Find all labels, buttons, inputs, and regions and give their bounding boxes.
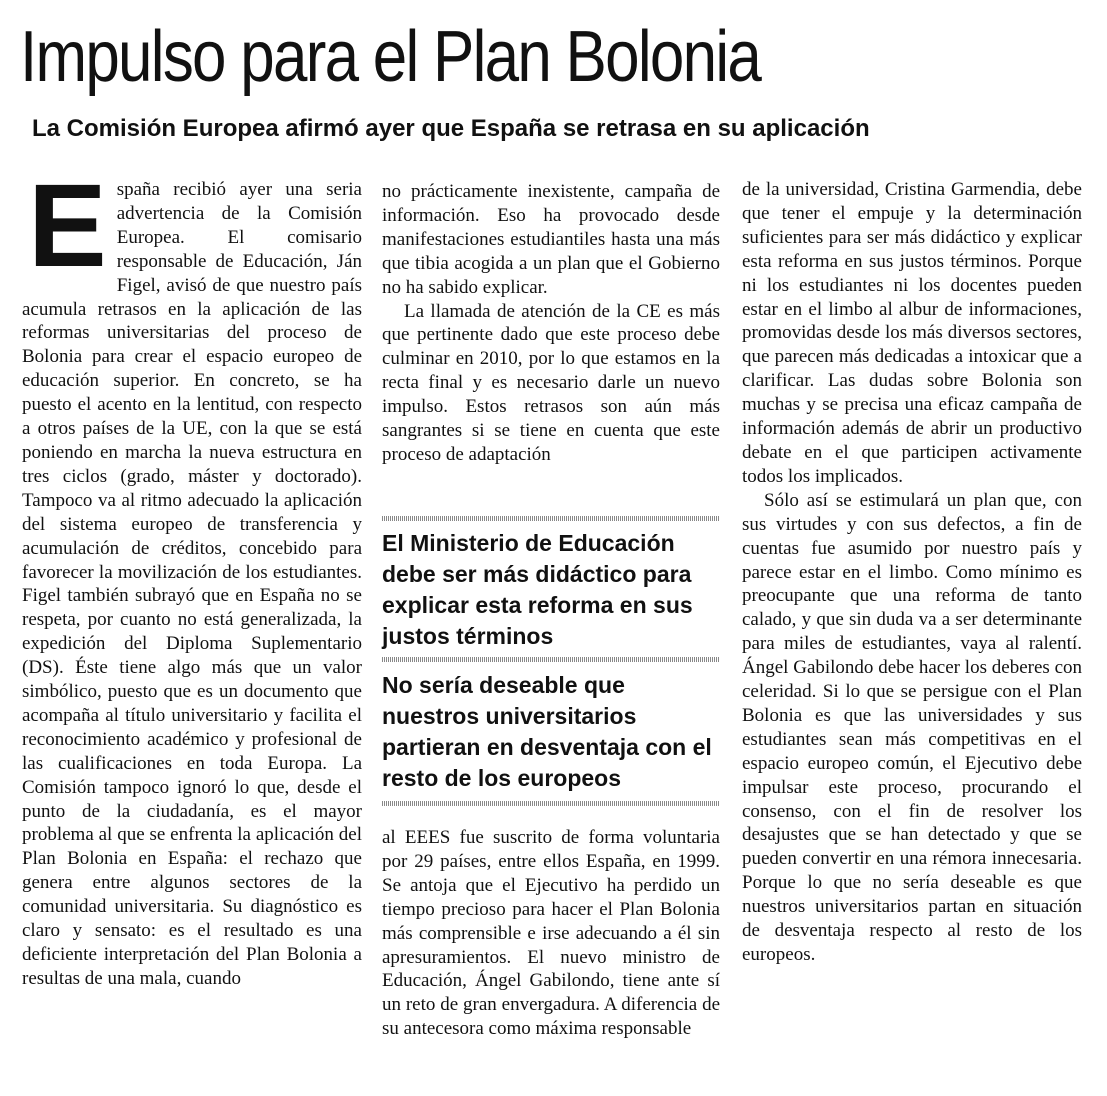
headline: Impulso para el Plan Bolonia <box>20 17 761 97</box>
article-column-3 <box>742 178 1082 967</box>
article-column-2-top <box>382 180 720 467</box>
paragraph: Sólo así se estimulará un plan que, con sus virtudes y con sus defectos, a fin de cuentas fue asumido por nuestro país y parece estar en el limbo. Como mínimo es preocupante que una reforma de tanto calado, y que sin duda va a ser determinante para miles de estudiantes, vaya al ralentí. Ángel Gabilondo debe hacer los deberes con celeridad. Si lo que se persigue con el Plan Bolonia es que las universidades y sus estudiantes sean más competitivas en el espacio europeo común, el Ejecutivo debe impulsar este proceso, procurando el consenso, con el fin de resolver los desajustes que se han detectado y que se pueden convertir en una rémora innecesaria. Porque lo que no sería deseable es que nuestros universitarios partan en situación de desventaja respecto al resto de los europeos. <box>742 489 1082 965</box>
subheadline: La Comisión Europea afirmó ayer que España se retrasa en su aplicación <box>32 115 870 142</box>
paragraph: al EEES fue suscrito de forma voluntaria por 29 países, entre ellos España, en 1999. Se antoja que el Ejecutivo ha perdido un tiempo precioso para hacer el Plan Bolonia más comprensible e irse adecuando a él sin apresuramientos. El nuevo ministro de Educación, Ángel Gabilondo, tiene ante sí un reto de gran envergadura. A diferencia de su antecesora como máxima responsable <box>382 827 720 1040</box>
divider <box>382 516 720 521</box>
pull-quotes <box>382 516 720 806</box>
paragraph: de la universidad, Cristina Garmendia, debe que tener el empuje y la determinación suficientes para ser más didáctico y explicar esta reforma en sus justos términos. Porque ni los estudiantes ni los docentes pueden estar en el limbo al albur de informaciones, promovidas desde los más diversos sectores, que parecen más dedicadas a intoxicar que a clarificar. Las dudas sobre Bolonia son muchas y se precisa una eficaz campaña de información además de abrir un productivo debate en el que participen activamente todos los implicados. <box>742 179 1082 487</box>
pull-quote: No sería deseable que nuestros universitarios partieran en desventaja con el resto de los europeos <box>382 672 712 791</box>
dropcap: E <box>28 160 107 292</box>
paragraph: La llamada de atención de la CE es más que pertinente dado que este proceso debe culminar en 2010, por lo que estamos en la recta final y es necesario darle un nuevo impulso. Estos retrasos son aún más sangrantes si se tiene en cuenta que este proceso de adaptación <box>382 300 720 465</box>
article-column-2-bottom <box>382 826 720 1041</box>
divider <box>382 801 720 806</box>
article-column-1 <box>22 160 362 991</box>
paragraph: no prácticamente inexistente, campaña de información. Eso ha provocado desde manifestaciones estudiantiles hasta una más que tibia acogida a un plan que el Gobierno no ha sabido explicar. <box>382 181 720 298</box>
divider <box>382 657 720 662</box>
pull-quote: El Ministerio de Educación debe ser más didáctico para explicar esta reforma en sus justos términos <box>382 530 693 649</box>
paragraph: spaña recibió ayer una seria advertencia de la Comisión Europea. El comisario responsable de Educación, Ján Figel, avisó de que nuestro país acumula retrasos en la aplicación de las reformas universitarias del proceso de Bolonia para crear el espacio europeo de educación superior. En concreto, se ha puesto el acento en la lentitud, con respecto a otros países de la UE, con la que se está poniendo en marcha la nueva estructura en tres ciclos (grado, máster y doctorado). Tampoco va al ritmo adecuado la aplicación del sistema europeo de transferencia y acumulación de créditos, concebido para favorecer la movilización de los estudiantes. Figel también subrayó que en España no se respeta, por cuanto no está generalizada, la expedición del Diploma Suplementario (DS). Éste tiene algo más que un valor simbólico, puesto que es un documento que acompaña al título universitario y facilita el reconocimiento académico y profesional de las cualificaciones en toda Europa. La Comisión tampoco ignoró lo que, desde el punto de la ciudadanía, es el mayor problema al que se enfrenta la aplicación del Plan Bolonia en España: el rechazo que genera entre algunos sectores de la comunidad universitaria. Su diagnóstico es claro y sensato: es el resultado es una deficiente interpretación del Plan Bolonia a resultas de una mala, cuando <box>22 179 362 989</box>
